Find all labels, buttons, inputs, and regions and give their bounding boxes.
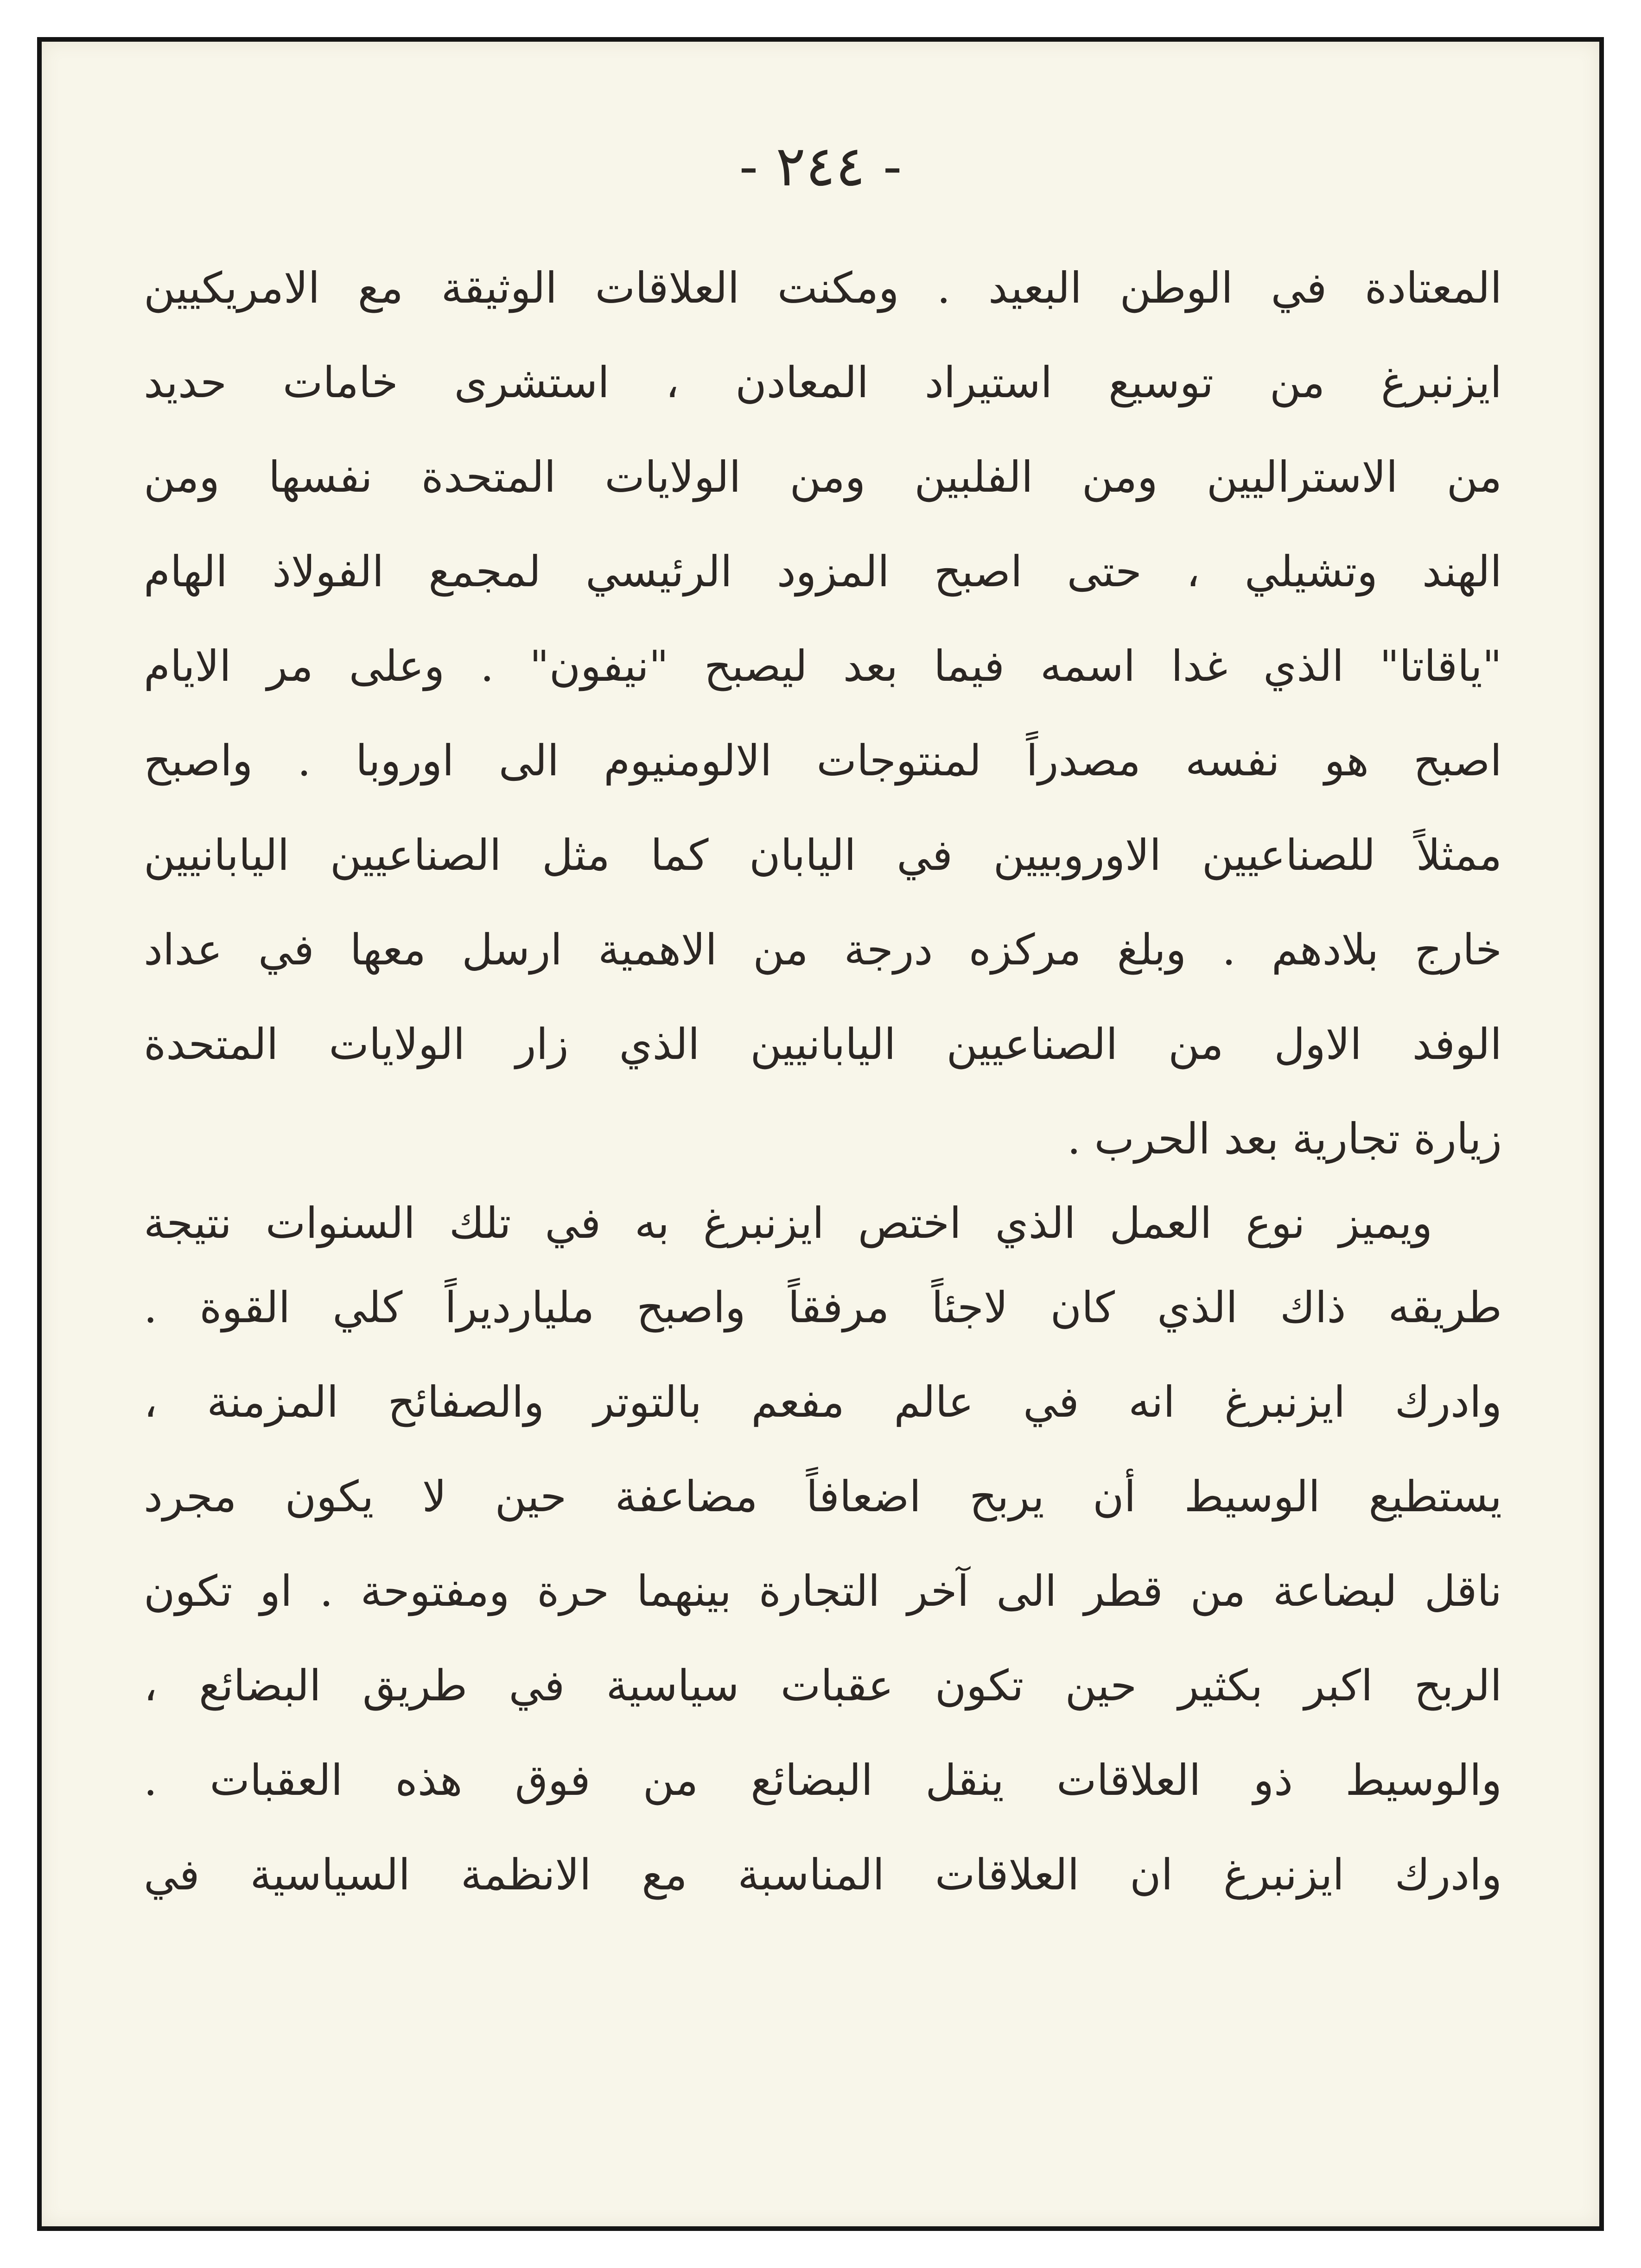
text-line: من الاستراليين ومن الفلبين ومن الولايات المتحدة نفسها ومن bbox=[144, 452, 1502, 502]
text-line: خارج بلادهم . وبلغ مركزه درجة من الاهمية ارسل معها في عداد bbox=[144, 925, 1502, 975]
text-line: المعتادة في الوطن البعيد . ومكنت العلاقات الوثيقة مع الامريكيين bbox=[144, 263, 1502, 313]
text-line: وادرك ايزنبرغ انه في عالم مفعم بالتوتر والصفائح المزمنة ، bbox=[144, 1377, 1502, 1427]
text-line: والوسيط ذو العلاقات ينقل البضائع من فوق هذه العقبات . bbox=[144, 1755, 1502, 1805]
text-line: الربح اكبر بكثير حين تكون عقبات سياسية في طريق البضائع ، bbox=[144, 1661, 1502, 1711]
text-line: زيارة تجارية بعد الحرب . bbox=[1067, 1114, 1502, 1164]
text-line: يستطيع الوسيط أن يربح اضعافاً مضاعفة حين لا يكون مجرد bbox=[144, 1472, 1502, 1521]
text-line: ممثلاً للصناعيين الاوروبيين في اليابان كما مثل الصناعيين اليابانيين bbox=[144, 830, 1502, 880]
text-line: ويميز نوع العمل الذي اختص ايزنبرغ به في تلك السنوات نتيجة bbox=[144, 1198, 1432, 1248]
text-line: الهند وتشيلي ، حتى اصبح المزود الرئيسي لمجمع الفولاذ الهام bbox=[144, 547, 1502, 596]
text-line: اصبح هو نفسه مصدراً لمنتوجات الالومنيوم الى اوروبا . واصبح bbox=[144, 736, 1502, 786]
handwritten-text-body bbox=[144, 241, 1502, 1922]
text-line: وادرك ايزنبرغ ان العلاقات المناسبة مع الانظمة السياسية في bbox=[144, 1850, 1502, 1900]
text-line: ناقل لبضاعة من قطر الى آخر التجارة بينهما حرة ومفتوحة . او تكون bbox=[144, 1566, 1502, 1616]
text-line: الوفد الاول من الصناعيين اليابانيين الذي زار الولايات المتحدة bbox=[144, 1020, 1502, 1069]
text-line: ايزنبرغ من توسيع استيراد المعادن ، استشرى خامات حديد bbox=[144, 358, 1502, 407]
page-number: - ٢٤٤ - bbox=[739, 134, 902, 199]
text-line: "ياقاتا" الذي غدا اسمه فيما بعد ليصبح "نيفون" . وعلى مر الايام bbox=[144, 641, 1502, 691]
handwritten-page bbox=[37, 37, 1604, 2231]
text-line: طريقه ذاك الذي كان لاجئاً مرفقاً واصبح مليارديراً كلي القوة . bbox=[144, 1283, 1502, 1332]
